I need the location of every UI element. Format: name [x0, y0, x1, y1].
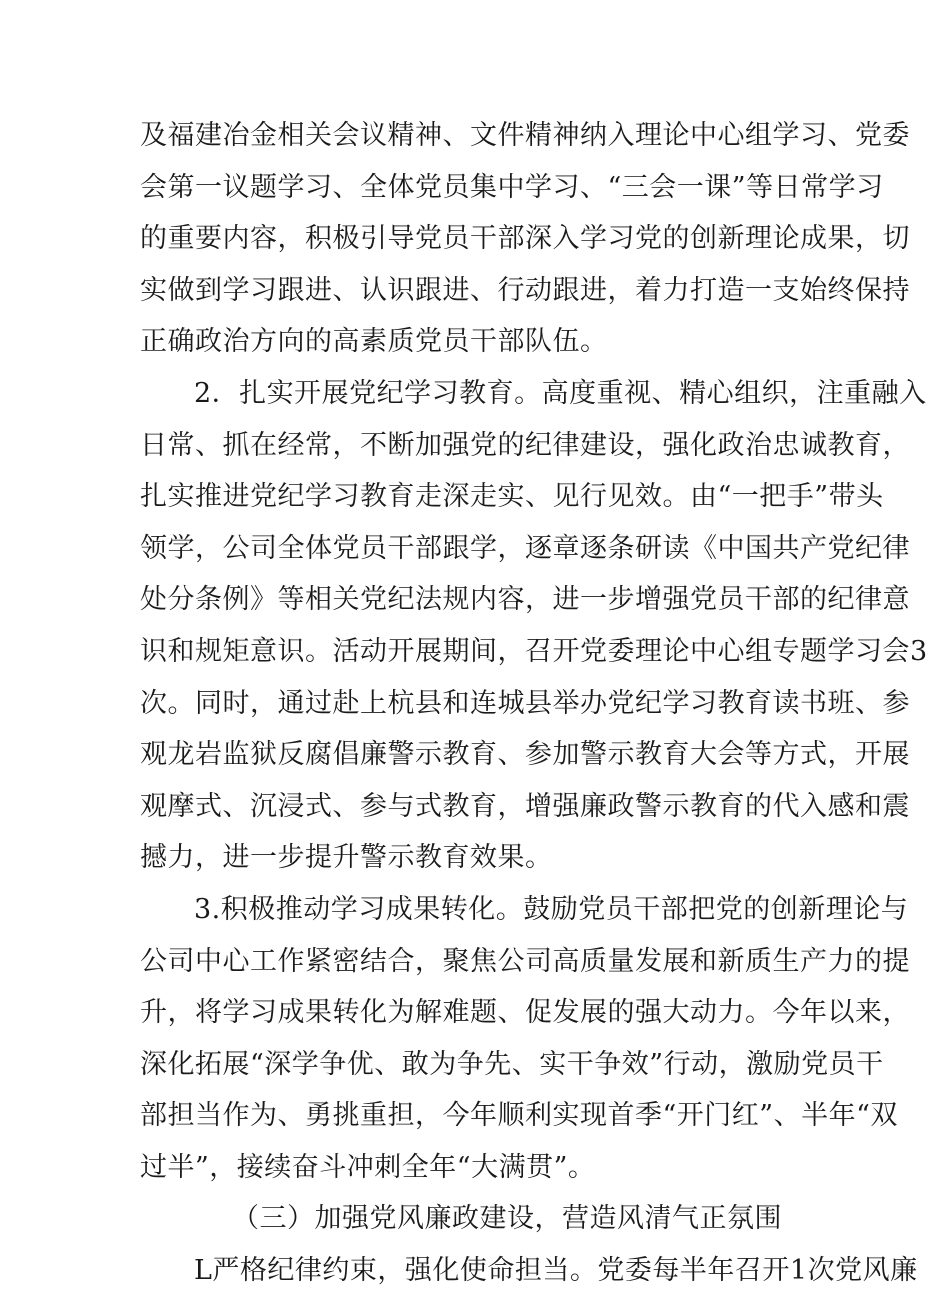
text-line: 领学，公司全体党员干部跟学，逐章逐条研读《中国共产党纪律	[140, 532, 910, 564]
text-line: 深化拓展“深学争优、敢为争先、实干争效”行动，激励党员干	[140, 1048, 884, 1080]
text-line: 会第一议题学习、全体党员集中学习、“三会一课”等日常学习	[140, 171, 884, 203]
text-line: 的重要内容，积极引导党员干部深入学习党的创新理论成果，切	[140, 223, 910, 255]
body-text	[140, 110, 928, 1297]
text-line: 公司中心工作紧密结合，聚焦公司高质量发展和新质生产力的提	[140, 945, 910, 977]
text-line: 撼力，进一步提升警示教育效果。	[140, 842, 553, 874]
paragraph-start-line: 3.积极推动学习成果转化。鼓励党员干部把党的创新理论与	[194, 893, 909, 925]
text-line: 扎实推进党纪学习教育走深走实、见行见效。由“一把手”带头	[140, 481, 884, 513]
section-heading: （三）加强党风廉政建设，营造风清气正氛围	[232, 1203, 782, 1235]
text-line: 及福建冶金相关会议精神、文件精神纳入理论中心组学习、党委	[140, 120, 910, 151]
text-line: 次。同时，通过赴上杭县和连城县举办党纪学习教育读书班、参	[140, 687, 910, 719]
text-line: 部担当作为、勇挑重担，今年顺利实现首季“开门红”、半年“双	[140, 1100, 898, 1132]
text-line: 正确政治方向的高素质党员干部队伍。	[140, 326, 608, 358]
text-line: 处分条例》等相关党纪法规内容，进一步增强党员干部的纪律意	[140, 584, 910, 616]
text-line: 识和规矩意识。活动开展期间，召开党委理论中心组专题学习会3	[140, 635, 928, 667]
text-line: 实做到学习跟进、认识跟进、行动跟进，着力打造一支始终保持	[140, 274, 910, 306]
paragraph-start-line: L严格纪律约束，强化使命担当。党委每半年召开1次党风廉	[194, 1255, 918, 1287]
text-line: 观摩式、沉浸式、参与式教育，增强廉政警示教育的代入感和震	[140, 790, 910, 822]
paragraph-start-line: 2．扎实开展党纪学习教育。高度重视、精心组织，注重融入	[194, 377, 927, 409]
text-line: 升，将学习成果转化为解难题、促发展的强大动力。今年以来，	[140, 997, 910, 1029]
text-line: 日常、抓在经常，不断加强党的纪律建设，强化政治忠诚教育，	[140, 429, 910, 461]
text-line: 观龙岩监狱反腐倡廉警示教育、参加警示教育大会等方式，开展	[140, 739, 910, 771]
text-line: 过半”，接续奋斗冲刺全年“大满贯”。	[140, 1151, 596, 1183]
